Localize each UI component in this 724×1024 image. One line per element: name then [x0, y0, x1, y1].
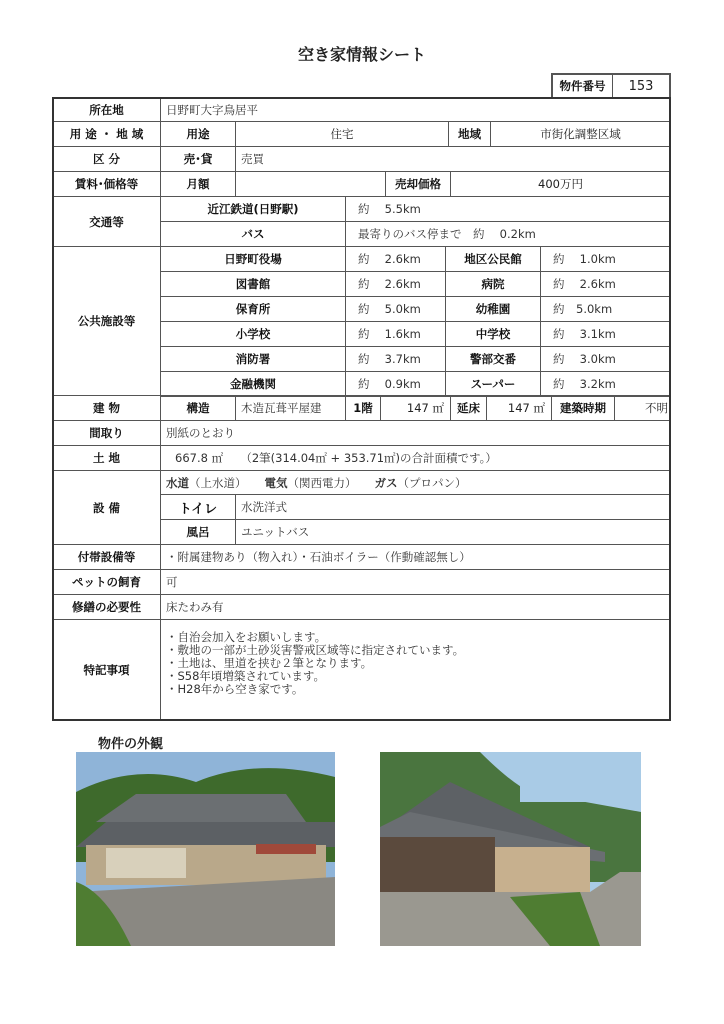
- facility-name: 警部交番: [445, 346, 541, 372]
- floor1-label: 1階: [345, 395, 381, 421]
- note-item: ・自治会加入をお願いします。: [166, 629, 327, 644]
- facility-distance: 約 5.0km: [345, 296, 446, 322]
- facility-distance: 約 0.9km: [345, 371, 446, 397]
- transport-label: 交通等: [52, 196, 161, 247]
- facility-distance: 約 3.1km: [540, 321, 671, 347]
- facility-distance: 約 5.0km: [540, 296, 671, 322]
- building-label: 建 物: [52, 395, 161, 421]
- build-year-value: 不明: [614, 395, 671, 421]
- build-year-label: 建築時期: [551, 395, 615, 421]
- facility-distance: 約 2.6km: [345, 271, 446, 297]
- facility-distance: 約 1.6km: [345, 321, 446, 347]
- total-floor-label: 延床: [450, 395, 487, 421]
- utilities-row: [160, 470, 671, 495]
- extras-label: 付帯設備等: [52, 544, 161, 570]
- location-label: 所在地: [52, 97, 161, 122]
- property-number-label: 物件番号: [551, 73, 613, 98]
- equipment-label: 設 備: [52, 470, 161, 545]
- area-value: 市街化調整区域: [490, 121, 671, 147]
- note-item: ・S58年頃増築されています。: [166, 668, 326, 683]
- gas-label: ガス: [374, 475, 398, 490]
- floor1-value: 147 ㎡: [380, 395, 451, 421]
- facility-distance: 約 3.2km: [540, 371, 671, 397]
- toilet-value: 水洗洋式: [235, 494, 671, 520]
- exterior-photo-2: [380, 752, 641, 946]
- total-floor-value: 147 ㎡: [486, 395, 552, 421]
- facility-name: スーパー: [445, 371, 541, 397]
- repair-value: 床たわみ有: [160, 594, 671, 620]
- facility-name: 地区公民館: [445, 246, 541, 272]
- land-label: 土 地: [52, 445, 161, 471]
- category-label: 区 分: [52, 146, 161, 172]
- sale-price-value: 400万円: [450, 171, 671, 197]
- bath-value: ユニットバス: [235, 519, 671, 545]
- facility-distance: 約 2.6km: [540, 271, 671, 297]
- page-title: 空き家情報シート: [297, 45, 426, 64]
- facility-name: 中学校: [445, 321, 541, 347]
- location-value: 日野町大字鳥居平: [160, 97, 671, 122]
- facility-name: 小学校: [160, 321, 346, 347]
- facility-name: 保育所: [160, 296, 346, 322]
- facility-name: 図書館: [160, 271, 346, 297]
- pets-value: 可: [160, 569, 671, 595]
- facility-distance: 約 2.6km: [345, 246, 446, 272]
- electric-label: 電気: [264, 475, 288, 490]
- pets-label: ペットの飼育: [52, 569, 161, 595]
- facility-name: 金融機関: [160, 371, 346, 397]
- exterior-photo-1: [76, 752, 335, 946]
- facilities-label: 公共施設等: [52, 246, 161, 396]
- facility-name: 消防署: [160, 346, 346, 372]
- note-item: ・H28年から空き家です。: [166, 681, 304, 696]
- extras-value: ・附属建物あり（物入れ）・石油ボイラー（作動確認無し）: [160, 544, 671, 570]
- use-area-label: 用 途 ・ 地 域: [52, 121, 161, 147]
- note-item: ・敷地の一部が土砂災害警戒区域等に指定されています。: [166, 642, 465, 657]
- facility-name: 日野町役場: [160, 246, 346, 272]
- monthly-label: 月額: [160, 171, 236, 197]
- electric-value: （関西電力）: [287, 475, 357, 490]
- transport-name: バス: [160, 221, 346, 247]
- facility-distance: 約 3.7km: [345, 346, 446, 372]
- transport-value: 約 5.5km: [345, 196, 671, 222]
- layout-label: 間取り: [52, 420, 161, 446]
- price-label: 賃料･価格等: [52, 171, 161, 197]
- notes-list: [160, 619, 671, 721]
- gas-value: （プロパン）: [397, 475, 467, 490]
- water-label: 水道: [166, 475, 189, 490]
- structure-value: 木造瓦葺平屋建: [235, 395, 346, 421]
- notes-label: 特記事項: [52, 619, 161, 721]
- monthly-value: [235, 171, 386, 197]
- facility-distance: 約 1.0km: [540, 246, 671, 272]
- category-sub-label: 売･貸: [160, 146, 236, 172]
- sale-price-label: 売却価格: [385, 171, 451, 197]
- transport-value: 最寄りのバス停まで 約 0.2km: [345, 221, 671, 247]
- water-value: （上水道）: [189, 475, 247, 490]
- toilet-label: トイレ: [160, 494, 236, 520]
- category-value: 売買: [235, 146, 671, 172]
- facility-name: 病院: [445, 271, 541, 297]
- note-item: ・土地は、里道を挟む２筆となります。: [166, 655, 373, 670]
- facility-name: 幼稚園: [445, 296, 541, 322]
- property-number-value: 153: [612, 73, 671, 98]
- land-value: 667.8 ㎡ （2筆(314.04㎡ + 353.71㎡)の合計面積です。）: [160, 445, 671, 471]
- repair-label: 修繕の必要性: [52, 594, 161, 620]
- exterior-heading: 物件の外観: [98, 737, 164, 752]
- structure-label: 構造: [160, 395, 236, 421]
- layout-value: 別紙のとおり: [160, 420, 671, 446]
- use-label: 用途: [160, 121, 236, 147]
- facility-distance: 約 3.0km: [540, 346, 671, 372]
- bath-label: 風呂: [160, 519, 236, 545]
- transport-name: 近江鉄道(日野駅): [160, 196, 346, 222]
- use-value: 住宅: [235, 121, 449, 147]
- area-label: 地域: [448, 121, 491, 147]
